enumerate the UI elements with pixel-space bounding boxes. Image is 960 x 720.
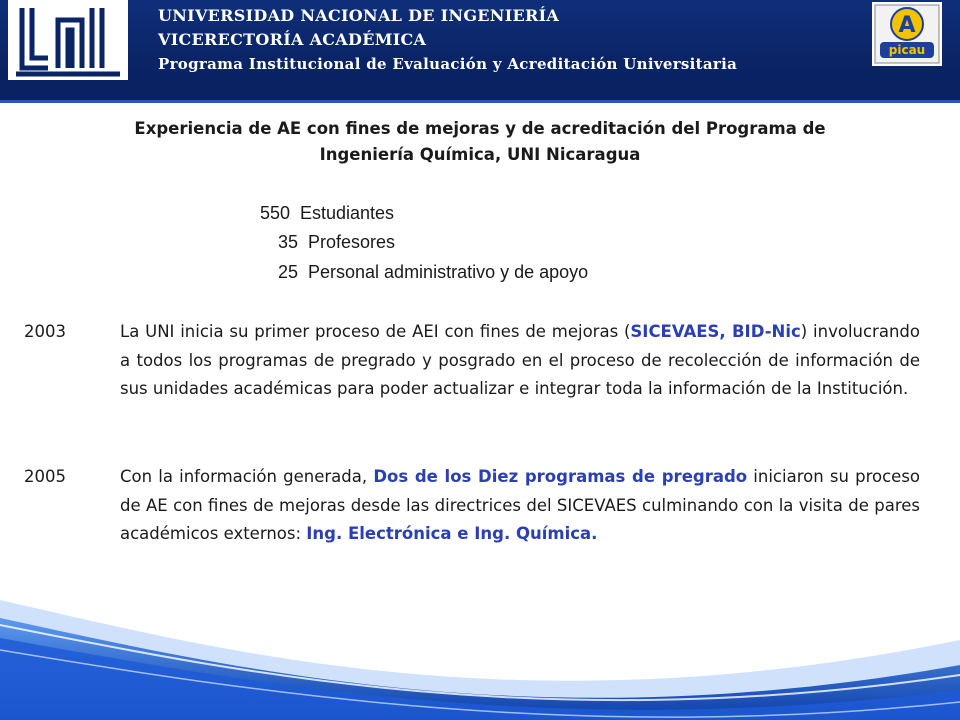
paragraph-highlight: Ing. Electrónica e Ing. Química. — [306, 524, 598, 543]
paragraph-highlight: SICEVAES, BID-Nic — [630, 322, 801, 341]
decorative-wave — [0, 580, 960, 720]
stat-admin-staff — [256, 262, 588, 283]
paragraph-text: Con la información generada, — [120, 467, 374, 486]
header-divider — [0, 100, 960, 103]
stat-label: Estudiantes — [300, 203, 395, 223]
paragraph-highlight: Dos de los Diez programas de pregrado — [373, 467, 748, 486]
paragraph-2005 — [24, 463, 920, 549]
stat-value: 35 — [277, 232, 298, 252]
paragraph-text: iniciaron su proceso de AE con fines de mejoras desde las directrices del SICEVAES culminando con la visita de pares académicos externos: — [120, 467, 921, 543]
program-name: Programa Institucional de Evaluación y Acreditación Universitaria — [158, 55, 738, 73]
stat-professors — [256, 232, 395, 253]
uni-logo — [8, 0, 128, 80]
paragraph-body — [120, 318, 920, 404]
paragraph-text: La UNI inicia su primer proceso de AEI con fines de mejoras ( — [120, 322, 631, 341]
stat-value: 550 — [259, 203, 290, 223]
picau-logo-letter: A — [898, 13, 916, 38]
slide-title — [60, 116, 900, 168]
stat-value: 25 — [277, 262, 298, 282]
paragraph-year: 2003 — [24, 322, 66, 341]
stat-label: Personal administrativo y de apoyo — [308, 262, 589, 282]
vicerectorate-name: VICERECTORÍA ACADÉMICA — [158, 30, 427, 49]
paragraph-2003 — [24, 318, 920, 404]
picau-logo — [872, 2, 942, 66]
title-line-1: Experiencia de AE con fines de mejoras y de acreditación del Programa de — [134, 119, 826, 138]
title-line-2: Ingeniería Química, UNI Nicaragua — [319, 145, 641, 164]
stat-label: Profesores — [308, 232, 396, 252]
paragraph-text: ) involucrando a todos los programas de pregrado y posgrado en el proceso de recolección de información de sus unidades académicas para poder actualizar e integrar toda la información de la Institución. — [120, 322, 920, 398]
university-name: UNIVERSIDAD NACIONAL DE INGENIERÍA — [158, 6, 560, 25]
paragraph-year: 2005 — [24, 467, 66, 486]
stat-students — [248, 203, 394, 224]
picau-logo-text: picau — [888, 43, 926, 57]
paragraph-body — [120, 463, 920, 549]
